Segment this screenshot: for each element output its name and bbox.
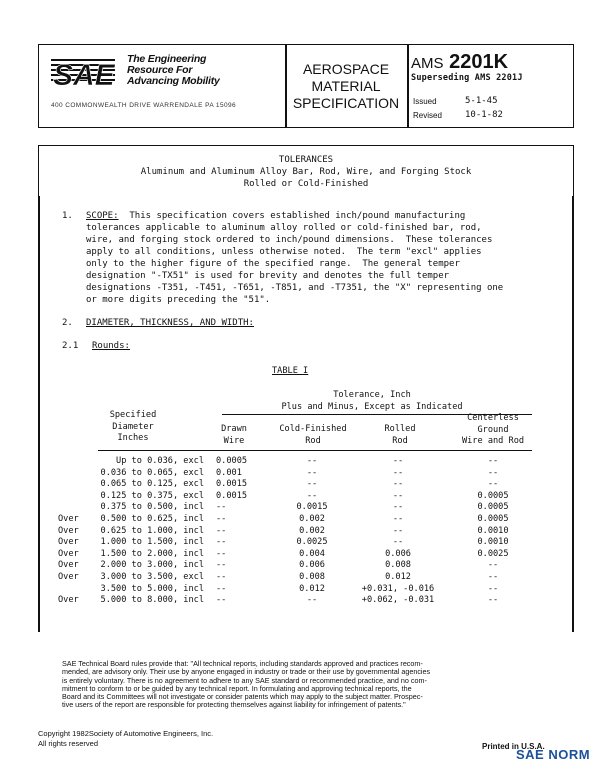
table-cell-center: 0.0005	[477, 502, 509, 513]
copyright	[38, 729, 213, 749]
sae-logo-text: SAE	[53, 59, 115, 89]
revised-value: 10-1-82	[465, 110, 503, 120]
ams-code: 2201K	[449, 51, 509, 73]
table-cell-over: Over	[58, 525, 79, 536]
table-cell-rolled: --	[392, 479, 404, 490]
header-line: Centerless	[467, 413, 519, 423]
table-cell-drawn: 0.0005	[216, 456, 248, 466]
revised-label: Revised	[413, 111, 442, 120]
section-2-heading: DIAMETER, THICKNESS, AND WIDTH:	[86, 318, 254, 328]
revised-field	[413, 110, 503, 120]
header-line: Ground	[477, 424, 509, 435]
col-header-rolled	[370, 424, 430, 447]
issued-value: 5-1-45	[465, 96, 498, 106]
section-2-1-heading: Rounds:	[92, 341, 130, 351]
scope-line: apply to all conditions, unless otherwise noted. The term "excl" applies	[86, 247, 482, 257]
table-cell-drawn: --	[216, 572, 227, 582]
right-border	[572, 196, 574, 632]
scope-line: wire, and forging stock ordered to inch/pound dimensions. These tolerances	[86, 235, 493, 245]
tagline-line: Resource For	[127, 64, 193, 76]
title-line: Aluminum and Aluminum Alloy Bar, Rod, Wire, and Forging Stock	[140, 167, 472, 177]
table-cell-range: 0.125 to 0.375, excl	[100, 490, 204, 501]
table-cell-cold: --	[306, 490, 318, 501]
table-cell-range: 0.036 to 0.065, excl	[100, 467, 204, 478]
ams-prefix: AMS	[411, 55, 444, 72]
table-cell-cold: 0.012	[299, 583, 325, 594]
disclaimer-line: mitment to conform to or be guided by any technical report. In formulating and approving technical reports, the	[62, 683, 412, 693]
table-cell-cold: 0.002	[299, 525, 325, 536]
issued-label: Issued	[413, 97, 437, 106]
col-header-centerless	[456, 413, 530, 448]
header-line: Cold-Finished	[279, 424, 347, 434]
table-cell-range: 1.000 to 1.500, incl	[100, 537, 204, 548]
table-cell-center: 0.0010	[477, 525, 509, 536]
table-cell-range: 0.625 to 1.000, incl	[100, 525, 204, 536]
spec-type	[287, 61, 405, 112]
column-rule	[98, 450, 532, 451]
disclaimer-line: mended, are advisory only. Their use by anyone engaged in industry or trade or their use by governmental agencies	[62, 667, 431, 677]
table-cell-cold: 0.0015	[296, 502, 328, 513]
rights-line: All rights reserved	[38, 739, 99, 748]
disclaimer-line: SAE Technical Board rules provide that: "All technical reports, including standards approved and practices recom-	[62, 659, 423, 668]
table-cell-drawn: --	[216, 537, 227, 548]
table-cell-drawn: --	[216, 502, 227, 513]
header-line: Rolled	[384, 424, 416, 434]
table-cell-rolled: +0.062, -0.031	[361, 595, 435, 606]
scope-heading: SCOPE:	[86, 211, 119, 221]
table-cell-rolled: 0.012	[385, 572, 411, 582]
col-header-specified	[98, 410, 168, 445]
superseding: Superseding AMS 2201J	[411, 73, 523, 83]
table-cell-over: Over	[58, 560, 79, 571]
tagline-line: The Engineering	[127, 53, 207, 65]
disclaimer-line: tive users of the report are responsible for protecting themselves against liability for infringement of patents."	[62, 700, 406, 710]
table-cell-rolled: 0.006	[385, 548, 411, 559]
table-cell-cold: 0.004	[299, 548, 325, 559]
tagline	[127, 54, 220, 87]
table-cell-drawn: 0.0015	[216, 479, 248, 490]
table-cell-cold: --	[306, 467, 318, 478]
header-line: Rod	[392, 435, 408, 446]
scope-line: designations -T351, -T451, -T651, -T851, and -T7351, the "X" representing one	[86, 283, 504, 293]
table-cell-center: --	[487, 456, 499, 466]
table-cell-center: --	[487, 479, 499, 490]
table-cell-rolled: --	[392, 502, 404, 513]
table-cell-cold: 0.006	[299, 560, 325, 571]
table-cell-range: 0.375 to 0.500, incl	[100, 502, 204, 513]
table-cell-rolled: +0.031, -0.016	[361, 583, 435, 594]
issued-field	[413, 96, 498, 106]
header-box	[38, 44, 574, 128]
table-cell-drawn: --	[216, 548, 227, 559]
table-cell-range: 0.065 to 0.125, excl	[100, 479, 204, 490]
title-block	[38, 145, 574, 197]
table-cell-rolled: --	[392, 467, 404, 478]
sae-norm-stamp: SAE NORM	[516, 747, 591, 762]
title-line: TOLERANCES	[278, 155, 334, 165]
table-cell-center: --	[487, 572, 499, 582]
scope-line: only to the higher figure of the specified range. The general temper	[86, 259, 460, 269]
table-cell-cold: --	[306, 456, 318, 466]
printed-in: Printed in U.S.A.	[482, 742, 545, 751]
header-divider	[407, 45, 409, 127]
group-header-line: Tolerance, Inch	[333, 390, 411, 400]
table-cell-rolled: --	[392, 514, 404, 524]
table-caption: TABLE I	[272, 366, 309, 376]
table-cell-range: 1.500 to 2.000, incl	[100, 548, 204, 559]
section-2-1-number: 2.1	[62, 341, 79, 351]
table-cell-range: 3.500 to 5.000, incl	[100, 583, 204, 594]
table-cell-rolled: --	[392, 490, 404, 501]
table-cell-drawn: 0.001	[216, 467, 242, 478]
table-cell-center: --	[487, 595, 499, 606]
spec-type-line: SPECIFICATION	[292, 95, 400, 111]
table-cell-drawn: --	[216, 525, 227, 536]
col-header-drawn	[214, 424, 254, 447]
table-cell-center: --	[487, 467, 499, 478]
table-cell-cold: 0.008	[299, 572, 325, 582]
left-border	[38, 196, 40, 632]
ams-number	[411, 51, 508, 74]
table-cell-drawn: --	[216, 595, 227, 606]
scope-first-line	[86, 211, 465, 223]
table-cell-center: --	[487, 560, 499, 571]
header-line: Inches	[117, 433, 149, 443]
table-cell-center: 0.0025	[477, 548, 509, 559]
section-2-number: 2.	[62, 318, 73, 328]
col-header-cold	[268, 424, 358, 447]
scope-line: designation "-TX51" is used for brevity and denotes the full temper	[86, 271, 450, 281]
header-line: Diameter	[112, 421, 154, 432]
table-cell-cold: --	[306, 479, 318, 490]
header-line: Wire and Rod	[461, 436, 525, 446]
table-cell-over: Over	[58, 537, 79, 548]
table-cell-range: 0.500 to 0.625, incl	[100, 514, 204, 524]
header-line: Specified	[109, 410, 157, 420]
table-cell-drawn: 0.0015	[216, 490, 248, 501]
disclaimer-line: Board and its Committees will not investigate or consider patents which may apply to the subject matter. Prospec-	[62, 692, 423, 702]
table-cell-cold: 0.002	[299, 514, 325, 524]
table-cell-cold: --	[306, 595, 318, 606]
tagline-line: Advancing Mobility	[127, 75, 220, 87]
copyright-line: Copyright 1982Society of Automotive Engineers, Inc.	[38, 729, 214, 738]
table-cell-center: --	[487, 583, 499, 594]
disclaimer-line: is entirely voluntary. There is no agreement to adhere to any SAE standard or recommended practice, and no com-	[62, 675, 427, 685]
spec-type-line: MATERIAL	[311, 78, 381, 94]
scope-number: 1.	[62, 211, 73, 221]
table-cell-rolled: 0.008	[385, 560, 411, 571]
table-cell-center: 0.0005	[477, 514, 509, 524]
address: 400 COMMONWEALTH DRIVE WARRENDALE PA 15096	[51, 102, 237, 109]
table-cell-range: 3.000 to 3.500, excl	[100, 572, 204, 582]
scope-line: tolerances applicable to aluminum alloy rolled or cold-finished bar, rod,	[86, 223, 482, 233]
spec-type-line: AEROSPACE	[302, 61, 390, 77]
scope-line: or more digits preceding the "51".	[86, 295, 271, 305]
scope-line: This specification covers established inch/pound manufacturing	[129, 211, 466, 221]
table-cell-drawn: --	[216, 583, 227, 594]
header-line: Rod	[305, 435, 321, 446]
table-cell-over: Over	[58, 514, 79, 524]
table-cell-rolled: --	[392, 456, 404, 466]
header-line: Drawn	[221, 424, 247, 434]
table-cell-rolled: --	[392, 537, 404, 548]
table-cell-rolled: --	[392, 525, 404, 536]
table-cell-cold: 0.0025	[296, 537, 328, 548]
header-line: Wire	[223, 435, 245, 446]
group-header-line: Plus and Minus, Except as Indicated	[281, 402, 463, 412]
table-cell-drawn: --	[216, 514, 227, 524]
table-cell-range: 2.000 to 3.000, incl	[100, 560, 204, 571]
table-cell-center: 0.0010	[477, 537, 509, 548]
table-cell-drawn: --	[216, 560, 227, 571]
table-cell-range: Up to 0.036, excl	[116, 456, 204, 466]
disclaimer	[62, 660, 562, 710]
sae-logo	[51, 55, 115, 89]
table-cell-over: Over	[58, 595, 79, 606]
table-cell-over: Over	[58, 572, 79, 582]
title-line: Rolled or Cold-Finished	[243, 179, 369, 189]
table-cell-center: 0.0005	[477, 490, 509, 501]
table-cell-over: Over	[58, 548, 79, 559]
table-cell-range: 5.000 to 8.000, incl	[100, 595, 204, 606]
